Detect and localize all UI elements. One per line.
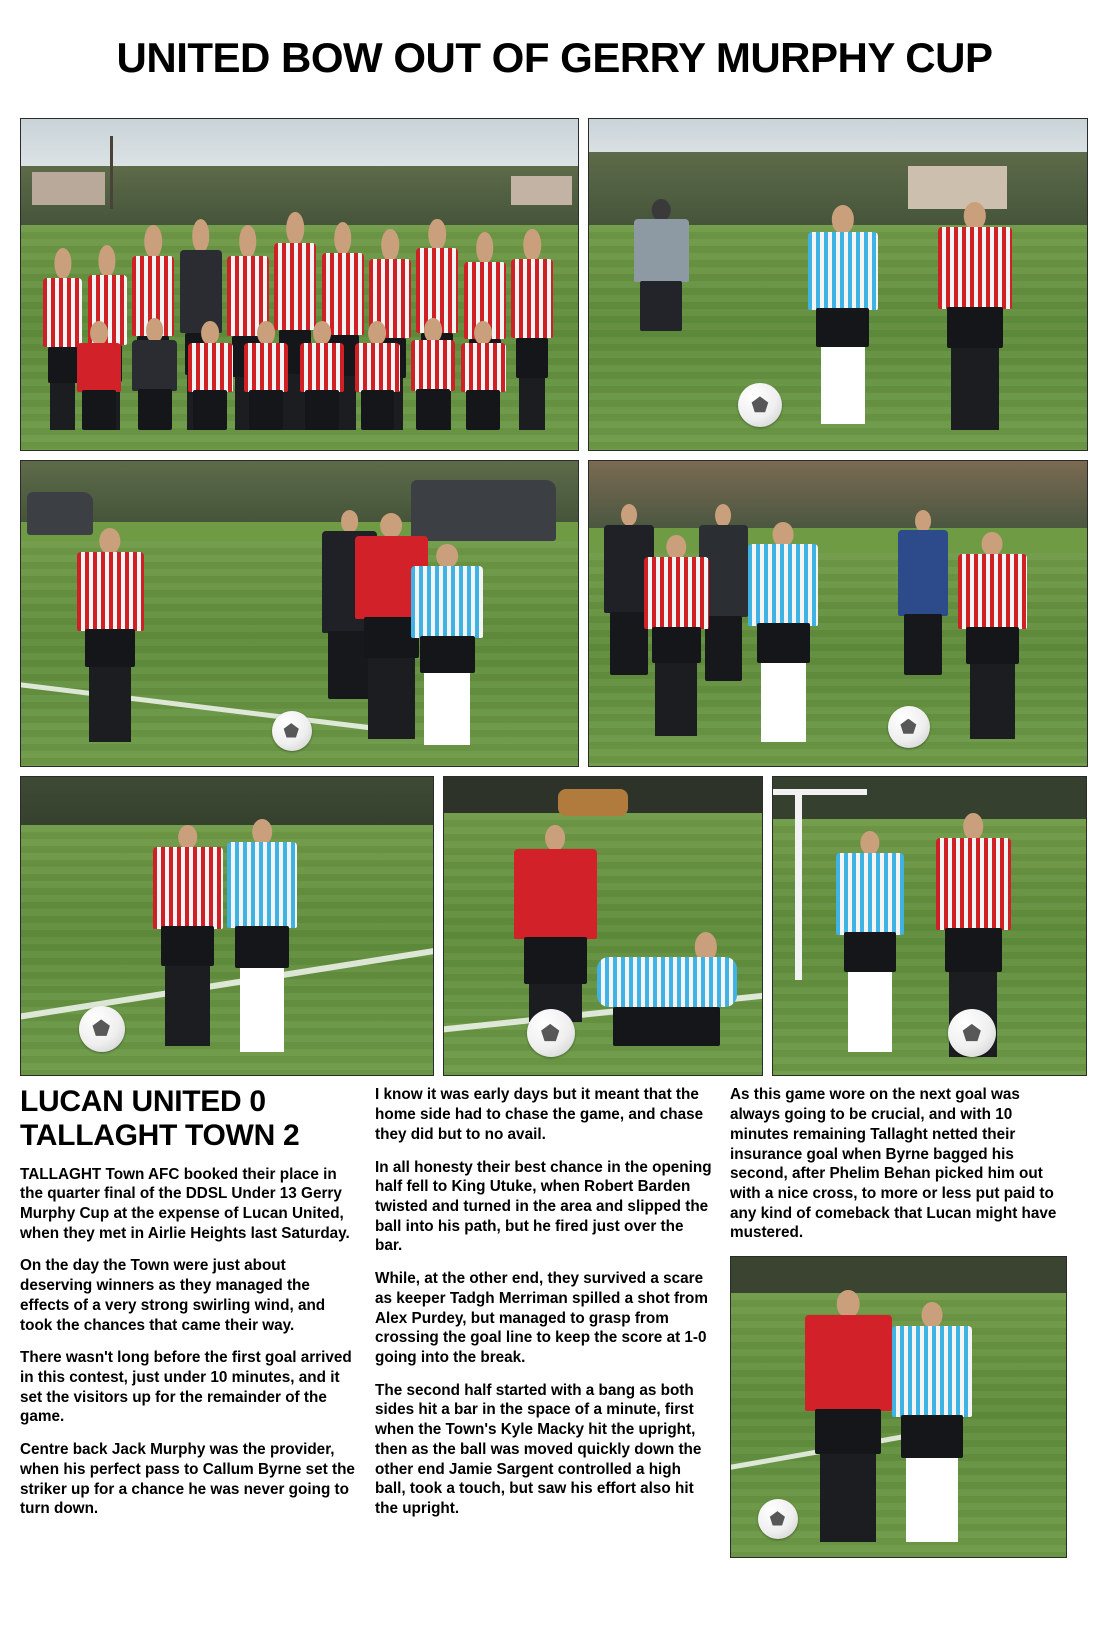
photo-row-2 xyxy=(20,460,1089,767)
tree-bare xyxy=(110,136,113,209)
player-head xyxy=(666,535,685,559)
article-column-2 xyxy=(375,1085,712,1558)
player-head xyxy=(145,225,163,258)
player-figure-kneeling xyxy=(411,318,456,431)
scene-team-group xyxy=(21,119,578,450)
house-roof xyxy=(32,172,104,205)
scene-shielding-ball xyxy=(731,1257,1066,1557)
player-figure-red xyxy=(153,825,223,1046)
player-socks xyxy=(89,667,132,742)
spectator-figure xyxy=(898,510,948,675)
photo-goalmouth-duel xyxy=(772,776,1087,1076)
article-column-1 xyxy=(20,1085,357,1558)
player-head xyxy=(369,321,387,345)
player-shorts xyxy=(161,926,214,966)
player-jersey xyxy=(411,340,456,391)
player-socks xyxy=(165,966,210,1045)
spectator-legs xyxy=(705,616,743,681)
player-jersey xyxy=(274,243,316,330)
player-head xyxy=(773,522,794,546)
player-head xyxy=(436,544,458,568)
player-jersey xyxy=(411,566,483,638)
player-figure-kneeling xyxy=(355,321,400,430)
player-jersey xyxy=(153,847,223,929)
photo-tallaght-player-advancing xyxy=(588,118,1088,451)
player-figure xyxy=(511,229,553,431)
photo-tackle-midfield xyxy=(20,460,579,767)
player-shorts xyxy=(901,1415,962,1458)
player-shorts xyxy=(48,347,78,383)
player-head xyxy=(476,232,494,264)
player-figure-red xyxy=(77,528,144,742)
player-figure-blue-grounded xyxy=(597,932,737,1045)
player-head xyxy=(257,321,275,345)
article-paragraph: As this game wore on the next goal was always going to be crucial, and with 10 minutes remaining Tallaght netted their insurance goal when Byrne bagged his second, after Phelim Behan picked him out with a nice cross, to more or less put paid to any kind of comeback that Lucan might have mustered. xyxy=(730,1086,1057,1242)
player-socks xyxy=(240,968,285,1052)
player-head xyxy=(192,219,210,253)
player-head xyxy=(381,513,403,538)
parked-car xyxy=(411,480,556,541)
player-head xyxy=(239,225,257,258)
article-column-3 xyxy=(730,1085,1067,1558)
player-socks xyxy=(655,663,696,735)
player-shorts xyxy=(85,629,136,667)
player-head xyxy=(837,1290,860,1318)
player-shorts xyxy=(966,627,1019,664)
player-jersey xyxy=(938,227,1013,309)
player-socks xyxy=(820,1454,876,1542)
player-jersey xyxy=(805,1315,892,1411)
player-jersey xyxy=(597,957,737,1007)
player-jersey xyxy=(188,343,233,392)
article-subhead: LUCAN UNITED 0 TALLAGHT TOWN 2 xyxy=(20,1085,300,1152)
player-socks xyxy=(951,348,999,430)
spectator-coat xyxy=(898,530,948,616)
player-head xyxy=(252,819,272,845)
player-jersey xyxy=(227,842,297,928)
player-jersey xyxy=(936,838,1011,931)
spectator-legs xyxy=(904,614,942,675)
player-shorts xyxy=(305,390,339,430)
player-head xyxy=(922,1302,943,1328)
player-socks xyxy=(821,347,866,423)
player-figure-blue xyxy=(836,831,905,1052)
player-shorts xyxy=(420,636,475,672)
player-jersey xyxy=(748,544,818,625)
player-shorts xyxy=(524,937,587,984)
player-figure-blue xyxy=(808,205,878,423)
player-jersey xyxy=(514,849,597,939)
player-head xyxy=(523,229,541,261)
hedge-row xyxy=(589,461,1087,528)
player-head xyxy=(982,532,1003,557)
player-socks xyxy=(368,658,414,739)
player-socks xyxy=(848,972,892,1051)
spectator-coat xyxy=(634,219,689,283)
player-jersey xyxy=(836,853,905,935)
spectator-legs xyxy=(610,612,648,675)
spectator-legs xyxy=(640,281,682,331)
player-jersey xyxy=(958,554,1028,629)
player-jersey xyxy=(892,1326,972,1417)
article-paragraph: The second half started with a bang as both sides hit a bar in the space of a minute, first when the Town's Kyle Macky hit the upright, then as the ball was moved quickly down the other end Jamie Sargent controlled a high ball, took a touch, but saw his effort also hit the upright. xyxy=(375,1381,702,1517)
player-shorts xyxy=(815,1409,881,1454)
photo-row-3 xyxy=(20,776,1089,1076)
player-figure-blue xyxy=(227,819,297,1051)
player-head xyxy=(429,219,447,251)
scene-tackle-midfield xyxy=(21,461,578,766)
player-jersey xyxy=(244,343,289,392)
goal-crossbar xyxy=(773,789,867,795)
page-title: UNITED BOW OUT OF GERRY MURPHY CUP xyxy=(116,34,993,82)
player-jersey xyxy=(644,557,709,629)
house-roof xyxy=(511,176,572,206)
player-socks xyxy=(761,663,806,742)
article-paragraph: On the day the Town were just about deserving winners as they managed the effects of a very strong swirling wind, and took the chances that came their way. xyxy=(20,1257,326,1334)
player-jersey xyxy=(132,340,177,391)
player-jersey xyxy=(808,232,878,311)
player-head xyxy=(99,245,116,277)
article-paragraph: There wasn't long before the first goal arrived in this contest, just under 10 minutes, and it set the visitors up for the remainder of the game. xyxy=(20,1349,352,1426)
player-jersey xyxy=(77,552,144,631)
player-head xyxy=(964,813,984,840)
player-shorts xyxy=(416,389,450,431)
player-head xyxy=(334,222,352,255)
player-figure-red xyxy=(958,532,1028,739)
player-figure-red xyxy=(514,825,597,1022)
player-figure-red xyxy=(644,535,709,736)
player-head xyxy=(99,528,120,554)
player-shorts xyxy=(816,308,869,347)
article-paragraph: I know it was early days but it meant that the home side had to chase the game, and chase they did but to no avail. xyxy=(375,1086,704,1143)
player-head xyxy=(178,825,198,849)
player-shorts xyxy=(138,389,172,431)
player-shorts xyxy=(844,932,896,972)
player-figure-red xyxy=(938,202,1013,430)
scene-goalmouth-duel xyxy=(773,777,1086,1075)
football xyxy=(758,1499,798,1539)
player-head xyxy=(201,321,219,345)
player-figure-kneeling xyxy=(132,318,177,431)
scene-dribble-wing xyxy=(21,777,433,1075)
photo-row-1 xyxy=(20,118,1089,451)
dog xyxy=(558,789,628,816)
player-figure-kneeling xyxy=(77,321,122,430)
player-jersey xyxy=(77,343,122,392)
goal-post xyxy=(795,789,802,980)
player-head xyxy=(381,229,399,261)
player-head xyxy=(90,321,108,345)
player-socks xyxy=(970,664,1015,739)
spectator-figure xyxy=(634,199,689,331)
player-shorts xyxy=(516,338,548,378)
player-shorts xyxy=(947,307,1004,348)
article-paragraph: TALLAGHT Town AFC booked their place in the quarter final of the DDSL Under 13 Gerry Murphy Cup at the expense of Lucan United, when they met in Airlie Heights last Saturday. xyxy=(20,1165,350,1242)
photo-chasing-ball xyxy=(588,460,1088,767)
player-head xyxy=(860,831,879,855)
photo-dribble-wing xyxy=(20,776,434,1076)
player-shorts xyxy=(249,390,283,430)
player-head xyxy=(313,321,331,345)
article-paragraph: In all honesty their best chance in the opening half fell to King Utuke, when Robert Barden twisted and turned in the area and slipped the ball into his path, but he fired just over the bar. xyxy=(375,1158,712,1255)
player-figure-red xyxy=(805,1290,892,1542)
player-shorts xyxy=(361,390,395,430)
player-shorts xyxy=(466,390,500,430)
player-head xyxy=(424,318,442,343)
player-figure-kneeling xyxy=(244,321,289,430)
spectator-head xyxy=(621,504,637,526)
football xyxy=(272,711,312,751)
player-head xyxy=(474,321,492,345)
photo-slide-tackle xyxy=(443,776,763,1076)
player-figure-blue xyxy=(892,1302,972,1542)
newspaper-page xyxy=(0,28,1109,1628)
player-head xyxy=(832,205,854,233)
player-socks xyxy=(906,1458,957,1542)
player-shorts xyxy=(613,1007,719,1045)
player-figure-kneeling xyxy=(188,321,233,430)
player-shorts xyxy=(757,623,810,663)
photo-team-group xyxy=(20,118,579,451)
player-shorts xyxy=(235,926,288,968)
article-paragraph: While, at the other end, they survived a scare as keeper Tadgh Merriman spilled a shot from Alex Purdey, but managed to grasp from crossing the goal line to keep the score at 1-0 going into the break. xyxy=(375,1270,708,1366)
player-head xyxy=(964,202,986,229)
player-jersey xyxy=(300,343,345,392)
player-shorts xyxy=(652,627,701,663)
scene-player-advancing xyxy=(589,119,1087,450)
hedge-row xyxy=(773,777,1086,825)
player-jersey xyxy=(461,343,506,392)
spectator-head xyxy=(652,199,671,222)
player-socks xyxy=(50,383,75,430)
photo-shielding-ball xyxy=(730,1256,1067,1558)
article-body xyxy=(20,1085,1089,1558)
grass-field xyxy=(773,819,1086,1075)
player-jersey xyxy=(355,343,400,392)
player-shorts xyxy=(193,390,227,430)
spectator-head xyxy=(915,510,931,531)
player-figure-blue xyxy=(748,522,818,742)
player-shorts xyxy=(945,928,1002,972)
football xyxy=(79,1006,125,1052)
player-jersey xyxy=(511,259,553,338)
player-figure-kneeling xyxy=(461,321,506,430)
player-head xyxy=(146,318,164,343)
scene-chasing-ball xyxy=(589,461,1087,766)
scene-slide-tackle xyxy=(444,777,762,1075)
player-head xyxy=(545,825,565,851)
article-paragraph: Centre back Jack Murphy was the provider, when his perfect pass to Callum Byrne set the striker up for a chance he was never going to turn down. xyxy=(20,1441,355,1518)
player-figure-blue xyxy=(411,544,483,745)
player-socks xyxy=(519,378,546,430)
spectator-head xyxy=(715,504,731,527)
player-socks xyxy=(424,673,470,745)
player-head xyxy=(287,212,305,245)
player-figure-kneeling xyxy=(300,321,345,430)
football xyxy=(888,706,930,748)
player-shorts xyxy=(82,390,116,430)
player-head xyxy=(54,248,71,279)
football xyxy=(527,1009,575,1057)
